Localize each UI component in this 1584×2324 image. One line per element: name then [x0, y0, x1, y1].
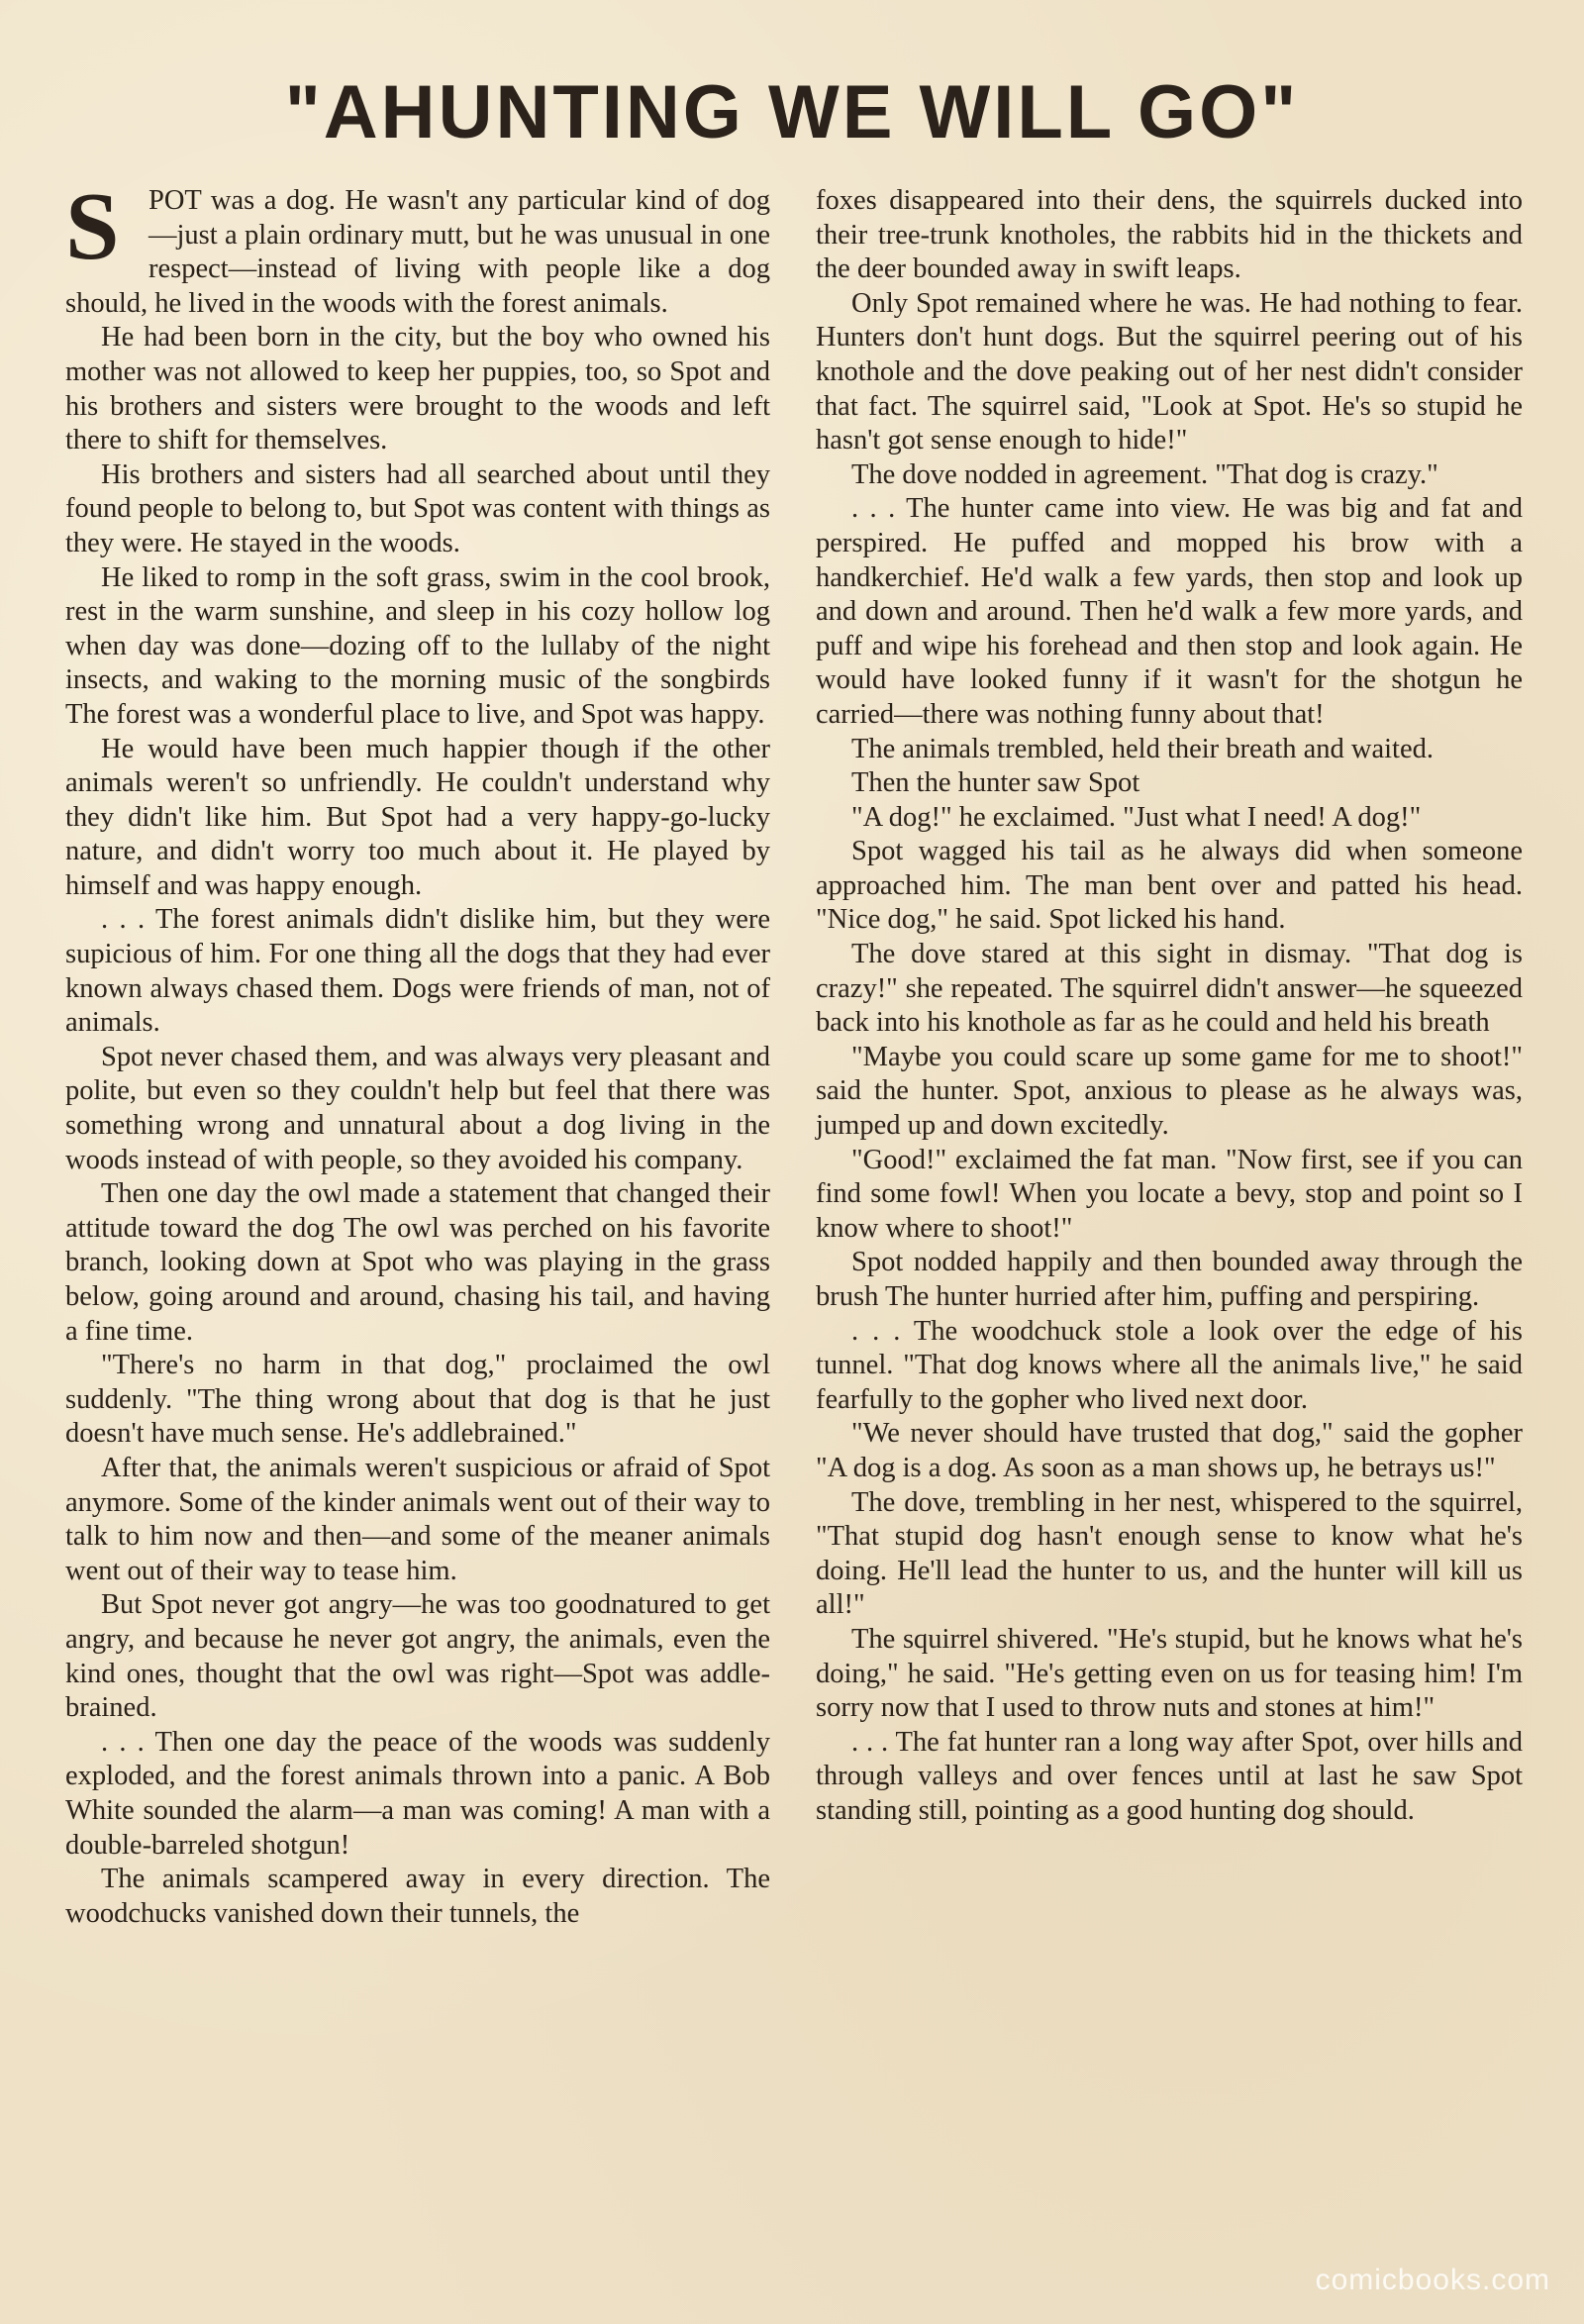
- paragraph: . . . The hunter came into view. He was big and fat and perspired. He puffed and mopped his brow with a handkerchief. He'd walk a few yards, then stop and look up and down and around. Then he'd walk a few more yards, and puff and wipe his forehead and then stop and look again. He would have looked funny if it wasn't for the shotgun he carried—there was nothing funny about that!: [816, 493, 1523, 730]
- right-column: [816, 184, 1523, 1829]
- drop-cap: S: [65, 173, 120, 280]
- paragraph: But Spot never got angry—he was too goodnatured to get angry, and because he never got angry, the animals, even the kind ones, thought that the owl was right—Spot was addle-brained.: [65, 1589, 770, 1724]
- paragraph: Only Spot remained where he was. He had nothing to fear. Hunters don't hunt dogs. But the squirrel peering out of his knothole and the dove peaking out of her nest didn't consider that fact. The squirrel said, "Look at Spot. He's so stupid he hasn't got sense enough to hide!": [816, 287, 1523, 456]
- paragraph: The dove nodded in agreement. "That dog is crazy.": [851, 458, 1438, 490]
- paragraph: He liked to romp in the soft grass, swim in the cool brook, rest in the warm sunshine, and sleep in his cozy hollow log when day was done—dozing off to the lullaby of the night insects, and waking to the morning music of the songbirds The forest was a wonderful place to live, and Spot was happy.: [65, 561, 770, 730]
- paragraph: The dove stared at this sight in dismay. "That dog is crazy!" she repeated. The squirrel didn't answer—he squeezed back into his knothole as far as he could and held his breath: [816, 939, 1523, 1039]
- paragraph: "Good!" exclaimed the fat man. "Now first, see if you can find some fowl! When you locate a bevy, stop and point so I know where to shoot!": [816, 1144, 1523, 1244]
- left-column: [65, 173, 770, 1931]
- paragraph: Spot never chased them, and was always very pleasant and polite, but even so they couldn't help but feel that there was something wrong and unnatural about a dog living in the woods instead of with people, so they avoided his company.: [65, 1041, 770, 1175]
- paragraph: The dove, trembling in her nest, whispered to the squirrel, "That stupid dog hasn't enough sense to know what he's doing. He'll lead the hunter to us, and the hunter will kill us all!": [816, 1486, 1523, 1621]
- paragraph: The animals trembled, held their breath and waited.: [851, 733, 1434, 764]
- paragraph: "There's no harm in that dog," proclaimed the owl suddenly. "The thing wrong about that dog is that he just doesn't have much sense. He's addlebrained.": [65, 1350, 770, 1450]
- paragraph: The animals scampered away in every direction. The woodchucks vanished down their tunnels, the: [65, 1864, 770, 1929]
- paragraph: foxes disappeared into their dens, the squirrels ducked into their tree-trunk knotholes, the rabbits hid in the thickets and the deer bounded away in swift leaps.: [816, 185, 1523, 285]
- paragraph: "A dog!" he exclaimed. "Just what I need! A dog!": [851, 801, 1422, 833]
- paragraph: His brothers and sisters had all searched about until they found people to belong to, but Spot was content with things as they were. He stayed in the woods.: [65, 458, 770, 558]
- story-title: "AHUNTING WE WILL GO": [284, 70, 1300, 154]
- paragraph: "We never should have trusted that dog," said the gopher "A dog is a dog. As soon as a man shows up, he betrays us!": [816, 1418, 1523, 1483]
- paragraph: After that, the animals weren't suspicious or afraid of Spot anymore. Some of the kinder animals went out of their way to talk to him now and then—and some of the meaner animals went out of their way to tease him.: [65, 1452, 770, 1586]
- paragraph: Then the hunter saw Spot: [851, 767, 1140, 799]
- paragraph: Spot nodded happily and then bounded away through the brush The hunter hurried after him, puffing and perspiring.: [816, 1247, 1523, 1312]
- paragraph: . . . The woodchuck stole a look over the edge of his tunnel. "That dog knows where all the animals live," he said fearfully to the gopher who lived next door.: [816, 1315, 1523, 1415]
- paragraph: The squirrel shivered. "He's stupid, but he knows what he's doing," he said. "He's getting even on us for teasing him! I'm sorry now that I used to throw nuts and stones at him!": [816, 1623, 1523, 1724]
- paragraph: Spot wagged his tail as he always did when someone approached him. The man bent over and patted his head. "Nice dog," he said. Spot licked his hand.: [816, 836, 1523, 936]
- paragraph: . . . The fat hunter ran a long way after Spot, over hills and through valleys and over fences until at last he saw Spot standing still, pointing as a good hunting dog should.: [816, 1726, 1523, 1826]
- paragraph: He would have been much happier though if the other animals weren't so unfriendly. He couldn't understand why they didn't like him. But Spot had a very happy-go-lucky nature, and didn't worry too much about it. He played by himself and was happy enough.: [65, 733, 770, 901]
- paragraph: He had been born in the city, but the boy who owned his mother was not allowed to keep her puppies, too, so Spot and his brothers and sisters were brought to the woods and left there to shift for themselves.: [65, 322, 770, 456]
- paragraph: "Maybe you could scare up some game for me to shoot!" said the hunter. Spot, anxious to please as he always was, jumped up and down excitedly.: [816, 1041, 1523, 1142]
- watermark: comicbooks.com: [1315, 2264, 1550, 2296]
- paragraph: Then one day the owl made a statement that changed their attitude toward the dog The owl was perched on his favorite branch, looking down at Spot who was playing in the grass below, going around and around, chasing his tail, and having a fine time.: [65, 1178, 770, 1347]
- paragraph: . . . The forest animals didn't dislike him, but they were supicious of him. For one thing all the dogs that they had ever known always chased them. Dogs were friends of man, not of animals.: [65, 904, 770, 1039]
- paragraph-text: POT was a dog. He wasn't any particular kind of dog—just a plain ordinary mutt, but he was unusual in one respect—instead of living with people like a dog should, he lived in the woods with the forest animals.: [65, 185, 770, 319]
- paragraph: . . . Then one day the peace of the woods was suddenly exploded, and the forest animals thrown into a panic. A Bob White sounded the alarm—a man was coming! A man with a double-barreled shotgun!: [65, 1726, 770, 1861]
- paragraph: [65, 173, 770, 321]
